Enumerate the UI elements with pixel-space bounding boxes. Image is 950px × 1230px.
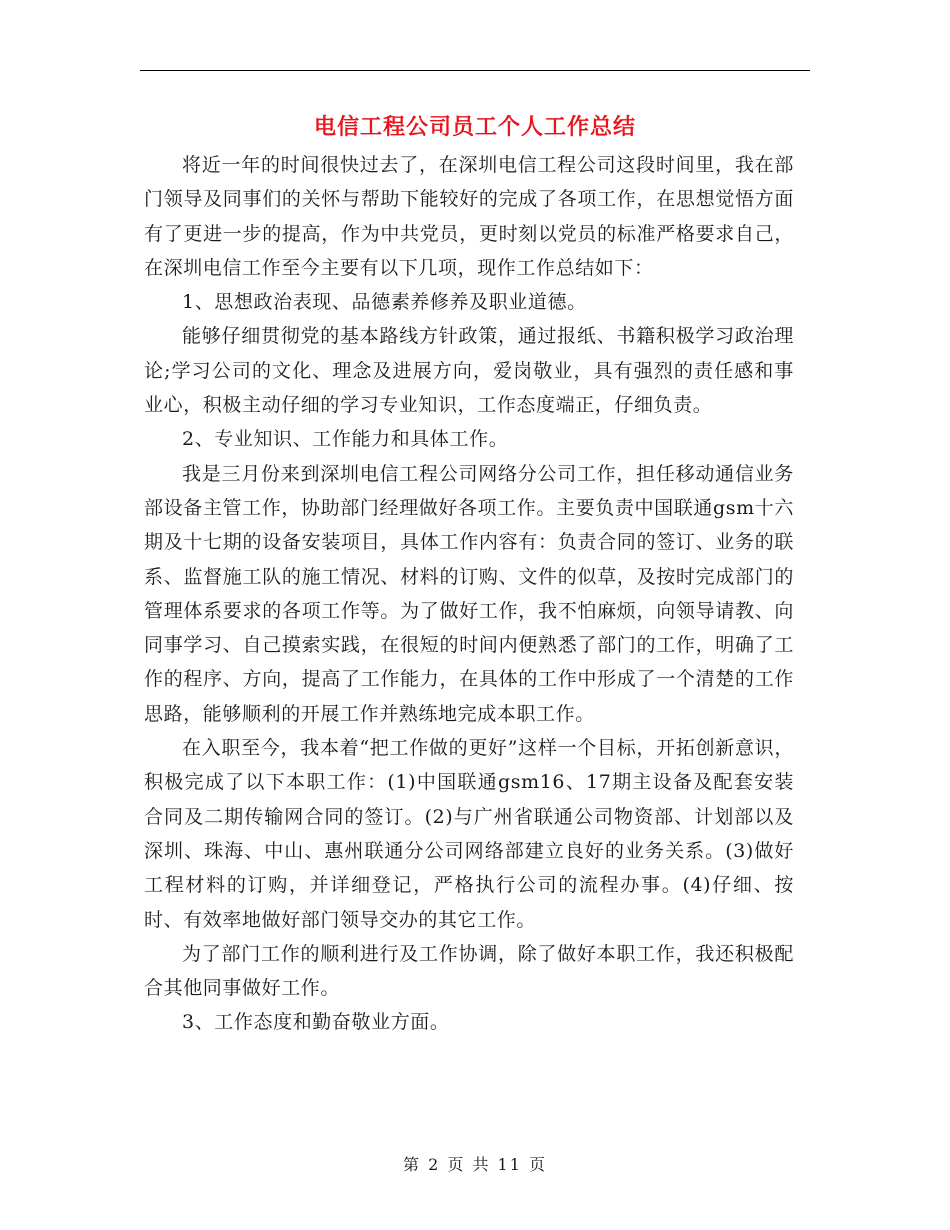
page-number-footer: 第 2 页 共 11 页: [403, 1155, 547, 1174]
paragraph-section-2: 我是三月份来到深圳电信工程公司网络分公司工作，担任移动通信业务部设备主管工作，协助部门经理做好各项工作。主要负责中国联通gsm十六期及十七期的设备安装项目，具体工作内容有：负责合同的签订、业务的联系、监督施工队的施工情况、材料的订购、文件的似草，及按时完成部门的管理体系要求的各项工作等。为了做好工作，我不怕麻烦，向领导请教、向同事学习、自己摸索实践，在很短的时间内便熟悉了部门的工作，明确了工作的程序、方向，提高了工作能力，在具体的工作中形成了一个清楚的工作思路，能够顺利的开展工作并熟练地完成本职工作。: [144, 462, 794, 725]
paragraph-intro: 将近一年的时间很快过去了，在深圳电信工程公司这段时间里，我在部门领导及同事们的关怀与帮助下能较好的完成了各项工作，在思想觉悟方面有了更进一步的提高，作为中共党员，更时刻以党员的标准严格要求自己，在深圳电信工作至今主要有以下几项，现作工作总结如下：: [144, 154, 794, 279]
section-heading-2: 2、专业知识、工作能力和具体工作。: [182, 428, 509, 451]
document-title: 电信工程公司员工个人工作总结: [313, 115, 636, 140]
header-rule: [140, 70, 810, 71]
section-heading-3: 3、工作态度和勤奋敬业方面。: [182, 1011, 450, 1034]
paragraph-achievements: 在入职至今，我本着“把工作做的更好”这样一个目标，开拓创新意识，积极完成了以下本职工作：(1)中国联通gsm16、17期主设备及配套安装合同及二期传输网合同的签订。(2)与广州省联通公司物资部、计划部以及深圳、珠海、中山、惠州联通分公司网络部建立良好的业务关系。(3)做好工程材料的订购，并详细登记，严格执行公司的流程办事。(4)仔细、按时、有效率地做好部门领导交办的其它工作。: [144, 737, 794, 931]
paragraph-cooperation: 为了部门工作的顺利进行及工作协调，除了做好本职工作，我还积极配合其他同事做好工作。: [144, 942, 794, 1000]
paragraph-section-1: 能够仔细贯彻党的基本路线方针政策，通过报纸、书籍积极学习政治理论;学习公司的文化、理念及进展方向，爱岗敬业，具有强烈的责任感和事业心，积极主动仔细的学习专业知识，工作态度端正，仔细负责。: [144, 325, 794, 417]
section-heading-1: 1、思想政治表现、品德素养修养及职业道德。: [182, 291, 587, 314]
document-body: [144, 148, 794, 1040]
